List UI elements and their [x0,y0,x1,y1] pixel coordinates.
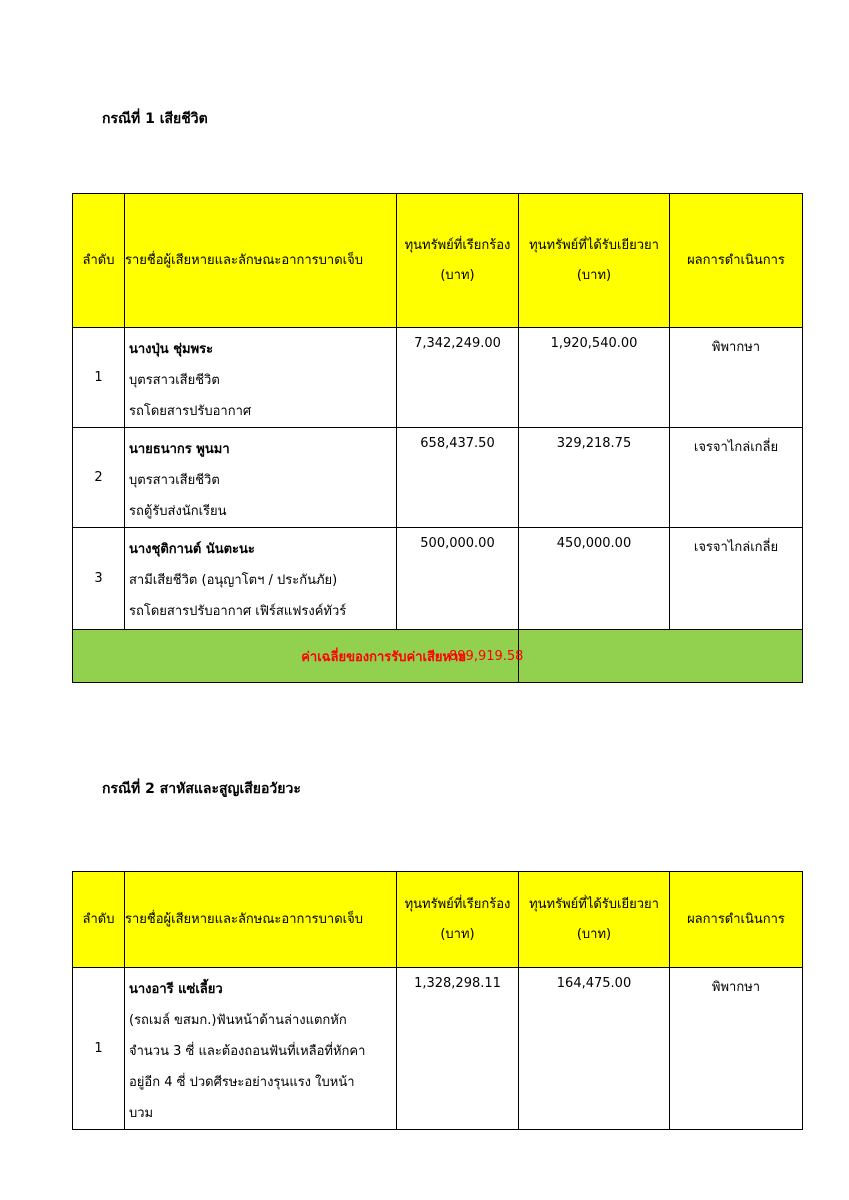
table-row [73,328,803,428]
table-row [73,968,803,1130]
claimed-amount: 1,328,298.11 [397,968,519,1130]
header-no: ลำดับ [73,194,125,328]
injury-line: อยู่อีก 4 ซี่ ปวดศีรษะอย่างรุนแรง ใบหน้า [129,1075,355,1090]
header-claimed [397,194,519,328]
compensated-amount: 164,475.00 [519,968,670,1130]
case1-table [72,193,803,683]
header-compensated-line1: ทุนทรัพย์ที่ได้รับเยียวยา [529,237,659,253]
compensated-amount: 450,000.00 [519,528,670,630]
vehicle-line: รถโดยสารปรับอากาศ เฟิร์สแฟรงค์ทัวร์ [129,604,347,619]
table-row [73,428,803,528]
injury-line: บวม [129,1106,154,1121]
victim-name: นายธนากร พูนมา [129,442,230,457]
injury-line: (รถเมล์ ขสมก.)ฟันหน้าด้านล่างแตกหัก [129,1013,347,1028]
injury-line: บุตรสาวเสียชีวิต [129,473,220,488]
row-detail [125,528,397,630]
header-name: รายชื่อผู้เสียหายและลักษณะอาการบาดเจ็บ [125,872,397,968]
claimed-amount: 7,342,249.00 [397,328,519,428]
injury-line: บุตรสาวเสียชีวิต [129,373,220,388]
injury-line: จำนวน 3 ซี่ และต้องถอนฟันที่เหลือที่หักคา [129,1044,366,1059]
vehicle-line: รถตู้รับส่งนักเรียน [129,504,227,519]
row-no: 2 [73,428,125,528]
claimed-amount: 500,000.00 [397,528,519,630]
header-result: ผลการดำเนินการ [670,194,803,328]
header-compensated-line1: ทุนทรัพย์ที่ได้รับเยียวยา [529,896,659,912]
row-no: 1 [73,968,125,1130]
header-claimed-unit: (บาท) [440,267,475,283]
header-compensated-unit: (บาท) [576,926,612,942]
victim-name: นางปุ่น ชุ่มพระ [129,342,214,357]
case2-table [72,871,803,1130]
row-detail [125,428,397,528]
result-status: เจรจาไกล่เกลี่ย [670,428,803,528]
result-status: พิพากษา [670,328,803,428]
injury-line: สามีเสียชีวิต (อนุญาโตฯ / ประกันภัย) [129,573,338,588]
result-status: เจรจาไกล่เกลี่ย [670,528,803,630]
compensated-amount: 1,920,540.00 [519,328,670,428]
header-compensated-unit: (บาท) [576,267,612,283]
header-claimed-line1: ทุนทรัพย์ที่เรียกร้อง [404,896,511,912]
average-row [73,630,803,683]
header-result: ผลการดำเนินการ [670,872,803,968]
average-value: 899,919.58 [449,648,524,664]
table-row [73,528,803,630]
case2-title: กรณีที่ 2 สาหัสและสูญเสียอวัยวะ [102,781,301,797]
average-value-cell [449,630,803,683]
vehicle-line: รถโดยสารปรับอากาศ [129,404,252,419]
header-compensated [519,872,670,968]
header-claimed-unit: (บาท) [440,926,475,942]
compensated-amount: 329,218.75 [519,428,670,528]
header-claimed-line1: ทุนทรัพย์ที่เรียกร้อง [404,237,511,253]
average-label: ค่าเฉลี่ยของการรับค่าเสียหาย [301,649,466,665]
row-detail [125,328,397,428]
header-compensated [519,194,670,328]
claimed-amount: 658,437.50 [397,428,519,528]
header-claimed [397,872,519,968]
header-name: รายชื่อผู้เสียหายและลักษณะอาการบาดเจ็บ [125,194,397,328]
row-no: 1 [73,328,125,428]
row-no: 3 [73,528,125,630]
victim-name: นางอารี แซ่เลี้ยว [129,982,223,997]
header-no: ลำดับ [73,872,125,968]
case1-title: กรณีที่ 1 เสียชีวิต [102,111,208,127]
result-status: พิพากษา [670,968,803,1130]
victim-name: นางชุติกานต์ นันตะนะ [129,542,255,557]
row-detail [125,968,397,1130]
